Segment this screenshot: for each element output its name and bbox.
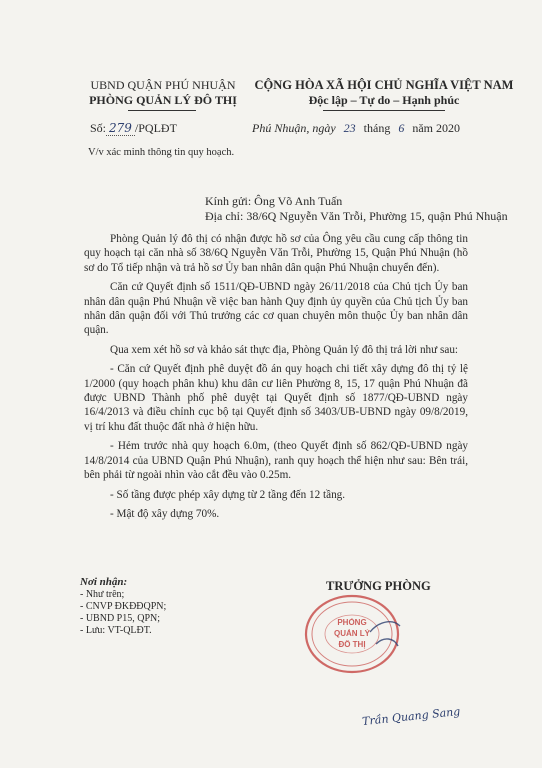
date-line <box>252 121 460 136</box>
stamp-text-3: ĐÔ THỊ <box>338 640 366 649</box>
body-paragraph: - Số tầng được phép xây dựng từ 2 tầng đến 12 tầng. <box>110 488 346 501</box>
date-day: 23 <box>343 121 356 135</box>
doc-number-suffix: /PQLĐT <box>134 121 177 135</box>
org-parent: UBND QUẬN PHÚ NHUẬN <box>90 78 236 92</box>
issuing-org <box>78 78 248 108</box>
distribution-item: - CNVP ĐKĐĐQPN; <box>80 601 167 612</box>
nation-title: CỘNG HÒA XÃ HỘI CHỦ NGHĨA VIỆT NAM <box>254 78 514 92</box>
org-underline <box>128 110 196 111</box>
org-department: PHÒNG QUẢN LÝ ĐÔ THỊ <box>89 93 237 107</box>
distribution-item: - Như trên; <box>80 589 125 600</box>
official-stamp-icon <box>300 592 404 676</box>
motto-underline <box>323 110 445 111</box>
distribution-list <box>80 576 166 637</box>
distribution-title: Nơi nhận: <box>80 576 128 588</box>
body-paragraph: - Hẻm trước nhà quy hoạch 6.0m, (theo Quyết định số 862/QĐ-UBND ngày 14/8/2014 của UBND Quận Phú Nhuận), ranh quy hoạch thể hiện như sau: Bên trái, bên phải từ ngoài nhìn vào cắt đều vào 0.25m. <box>84 440 468 482</box>
doc-number-prefix: Số: <box>90 121 107 135</box>
distribution-item: - Lưu: VT-QLĐT. <box>80 625 152 636</box>
recipient-greeting: Kính gửi: Ông Võ Anh Tuấn <box>205 194 343 208</box>
signer-title: TRƯỞNG PHÒNG <box>326 579 431 593</box>
body-paragraph: Căn cứ Quyết định số 1511/QĐ-UBND ngày 26/11/2018 của Chủ tịch Ủy ban nhân dân quận Phú Nhuận về việc ban hành Quy định ủy quyền của Chủ tịch Ủy ban nhân dân quận đối với Thủ trưởng các cơ quan chuyên môn thuộc Ủy ban nhân dân quận. <box>84 281 468 337</box>
date-year: năm 2020 <box>412 121 461 135</box>
national-header <box>248 78 520 108</box>
date-month-label: tháng <box>363 121 391 135</box>
distribution-item: - UBND P15, QPN; <box>80 613 161 624</box>
signer-name: Trần Quang Sang <box>361 704 461 729</box>
document-number <box>90 121 177 136</box>
recipient-address: Địa chỉ: 38/6Q Nguyễn Văn Trỗi, Phường 15, quận Phú Nhuận <box>205 209 508 223</box>
doc-number-handwritten: 279 <box>106 121 135 136</box>
stamp-text-2: QUẢN LÝ <box>334 629 370 638</box>
nation-motto: Độc lập – Tự do – Hạnh phúc <box>308 93 460 107</box>
date-month: 6 <box>398 121 405 135</box>
date-place: Phú Nhuận, ngày <box>252 121 336 135</box>
subject-line: V/v xác minh thông tin quy hoạch. <box>88 147 235 158</box>
stamp-text-1: PHÒNG <box>337 618 367 627</box>
body-paragraph: - Căn cứ Quyết định phê duyệt đồ án quy hoạch chi tiết xây dựng đô thị tỷ lệ 1/2000 (quy hoạch phân khu) khu dân cư liên Phường 8, 15, 17 quận Phú Nhuận đã được UBND Thành phố phê duyệt tại Quyết định số 1877/QĐ-UBND ngày 16/4/2013 và điều chỉnh cục bộ tại Quyết định số 3403/UB-UBND ngày 09/8/2019, vị trí khu đất thuộc đất nhà ở hiện hữu. <box>84 363 468 433</box>
body-paragraph: - Mật độ xây dựng 70%. <box>110 507 220 520</box>
body-paragraph: Phòng Quản lý đô thị có nhận được hồ sơ của Ông yêu cầu cung cấp thông tin quy hoạch tại căn nhà số 38/6Q Nguyễn Văn Trỗi, Phường 15, Quận Phú Nhuận (hồ sơ do Tổ tiếp nhận và trả hồ sơ Ủy ban nhân dân quận Phú Nhuận chuyển đến). <box>84 233 468 274</box>
letter-body <box>84 232 468 526</box>
recipient-block <box>205 194 508 224</box>
body-paragraph: Qua xem xét hồ sơ và khảo sát thực địa, Phòng Quản lý đô thị trả lời như sau: <box>110 343 459 356</box>
